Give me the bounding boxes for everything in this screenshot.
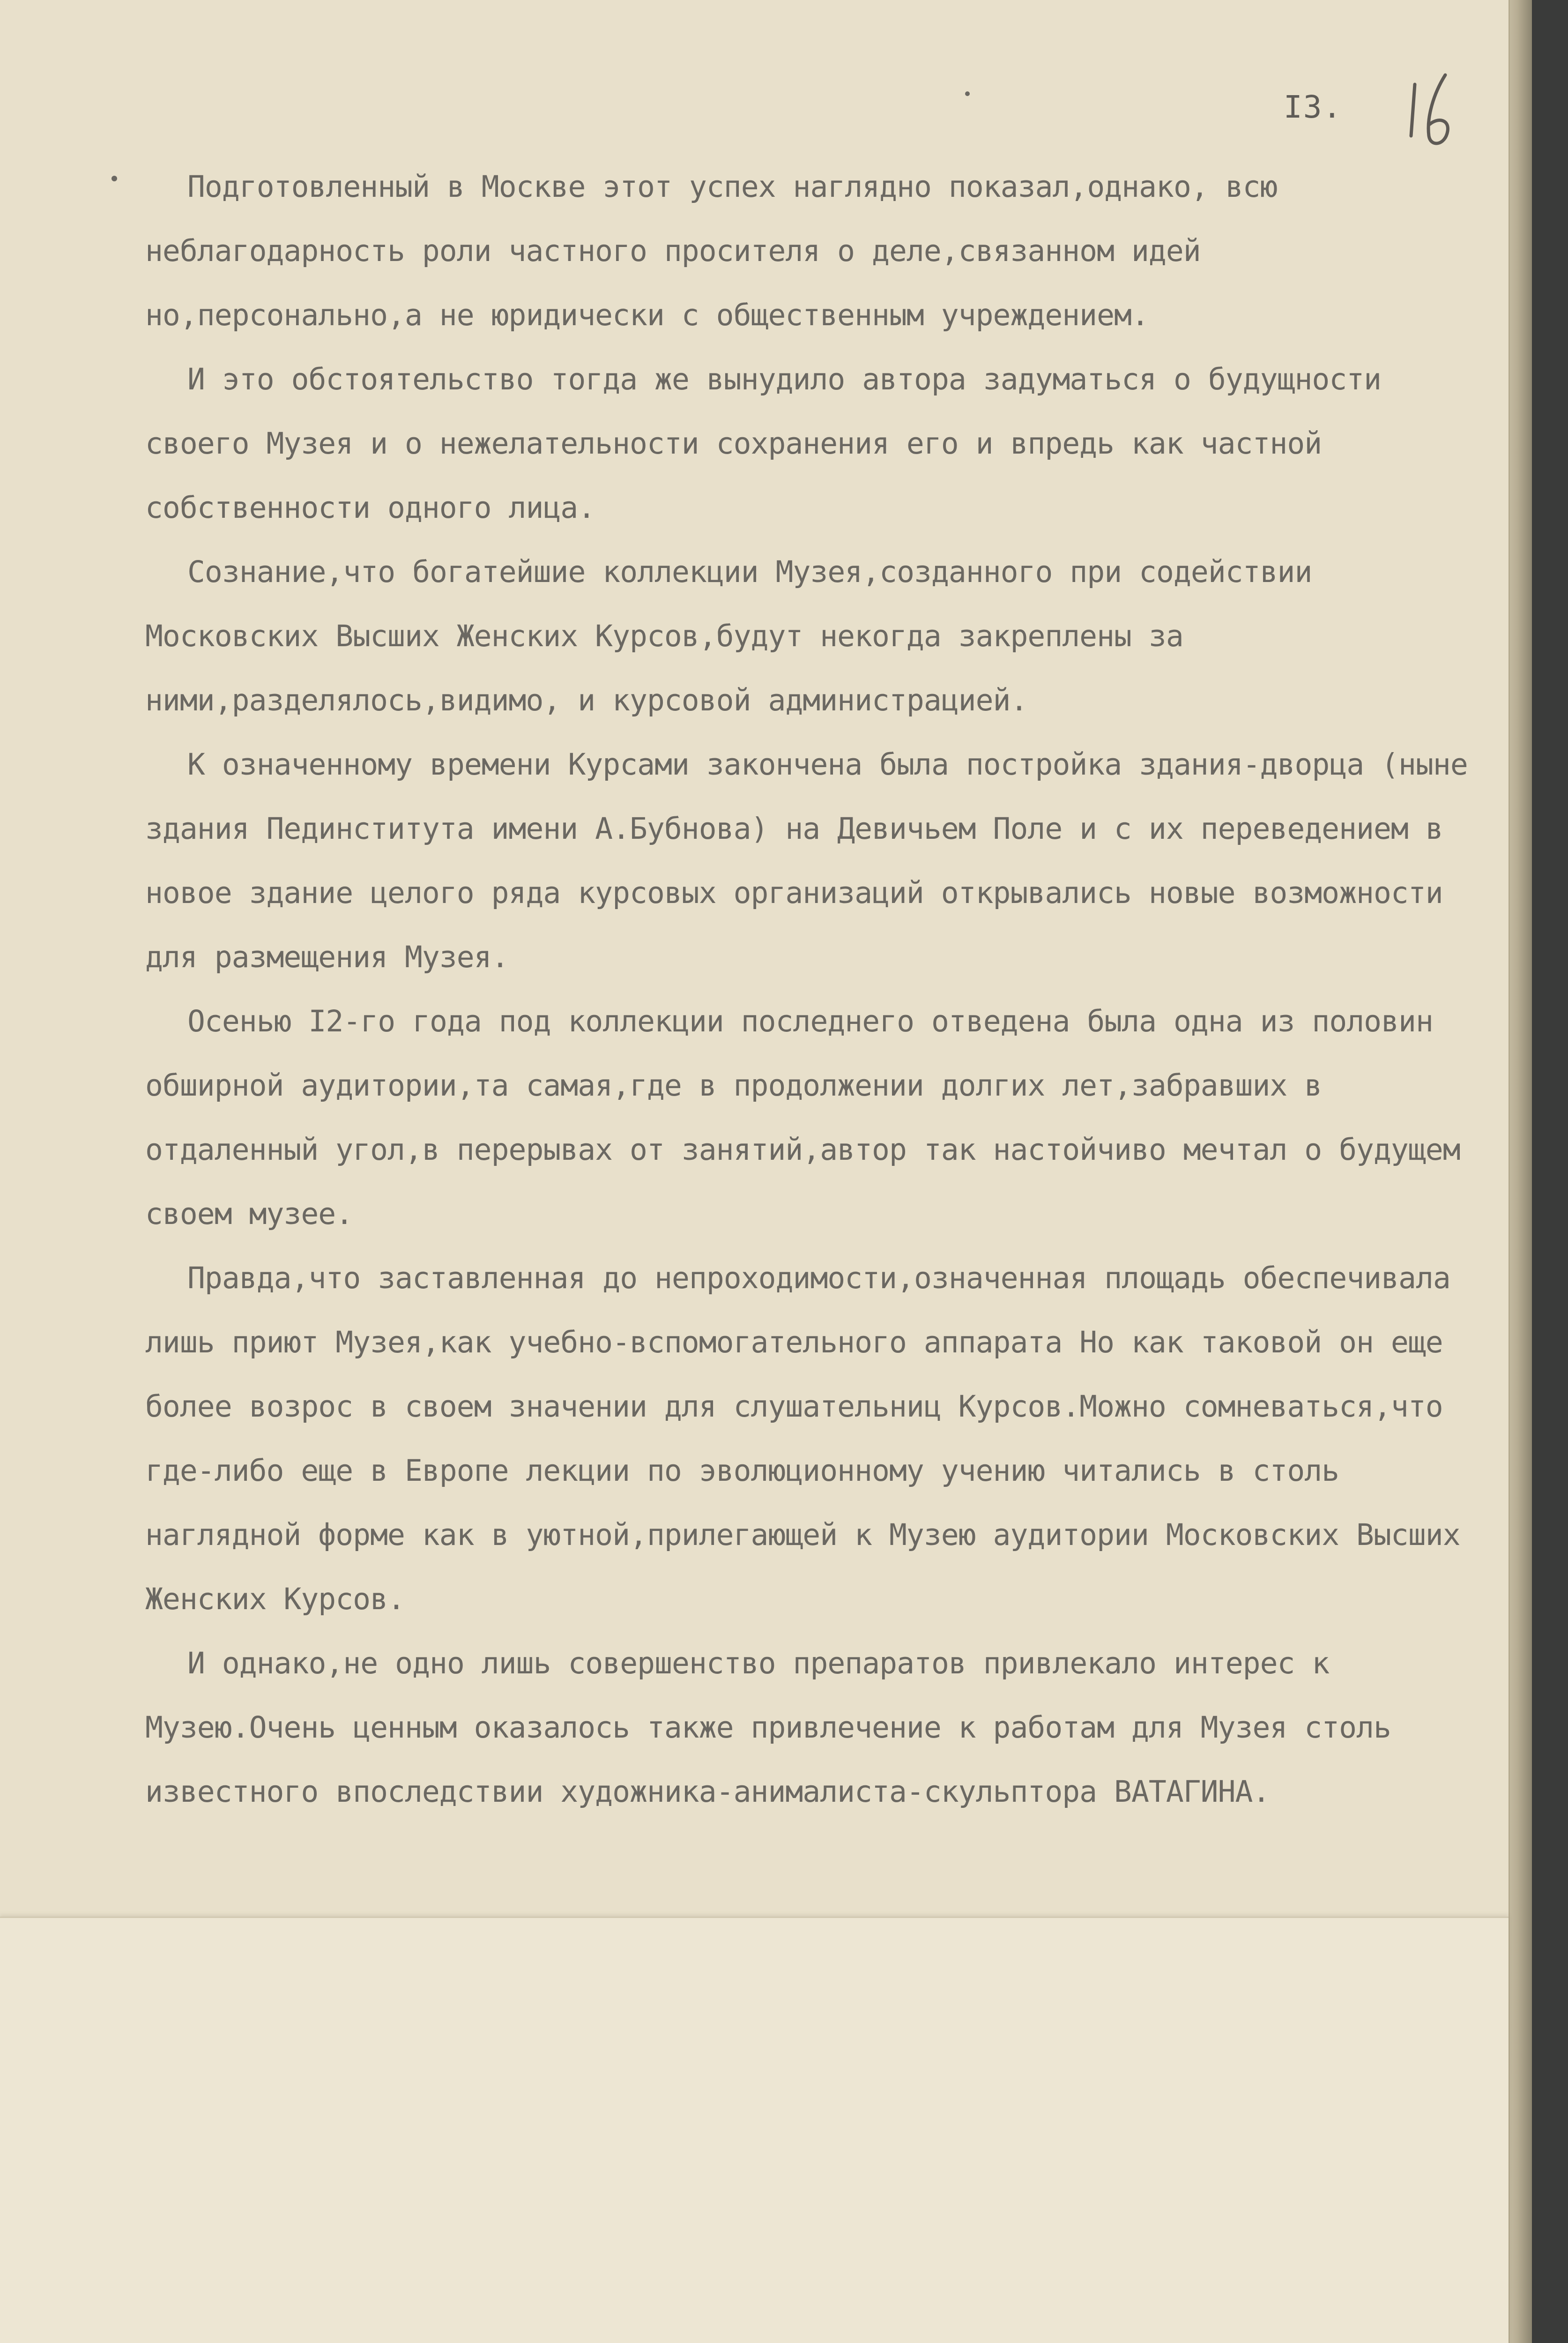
paragraph-5: Осенью I2-го года под коллекции последнего отведена была одна из половин обширной аудитории,та самая,где в продолжении долгих лет,забравших в отдаленный угол,в перерывах от занятий,автор так настойчиво мечтал о будущем своем музее. (145, 1004, 1478, 1231)
paragraph-3: Сознание,что богатейшие коллекции Музея,созданного при содействии Московских Высших Женских Курсов,будут некогда закреплены за ними,разделялось,видимо, и курсовой администрацией. (145, 555, 1330, 717)
lower-sheet-overlay (0, 1917, 1509, 2343)
paragraph-1: Подготовленный в Москве этот успех наглядно показал,однако, всю неблагодарность роли частного просителя о деле,связанном идей но,персонально,а не юридически с общественным учреждением. (145, 170, 1295, 332)
paragraph-2: И это обстоятельство тогда же вынудило автора задуматься о будущности своего Музея и о нежелательности сохранения его и впредь как частной собственности одного лица. (145, 362, 1399, 525)
margin-mark (111, 176, 117, 181)
ink-dot (965, 91, 970, 96)
paragraph-7: И однако,не одно лишь совершенство препаратов привлекало интерес к Музею.Очень ценным оказалось также привлечение к работам для Музея столь известного впоследствии художника-анималиста-скульптора ВАТАГИНА. (145, 1646, 1408, 1809)
page-number: I3. (1284, 89, 1343, 125)
paragraph-4: К означенному времени Курсами закончена была постройка здания-дворца (ныне здания Пединститута имени А.Бубнова) на Девичьем Поле и с их переведением в новое здание целого ряда курсовых организаций открывались новые возможности для размещения Музея. (145, 747, 1485, 974)
handwritten-folio-number (1401, 66, 1462, 159)
paragraph-6: Правда,что заставленная до непроходимости,означенная площадь обеспечивала лишь приют Музея,как учебно-вспомогательного аппарата Но как таковой он еще более возрос в своем значении для слушательниц Курсов.Можно сомневаться,что где-либо еще в Европе лекции по эволюционному учению читались в столь наглядной форме как в уютной,прилегающей к Музею аудитории Московских Высших Женских Курсов. (145, 1261, 1478, 1616)
typed-text-body (145, 155, 1485, 1824)
